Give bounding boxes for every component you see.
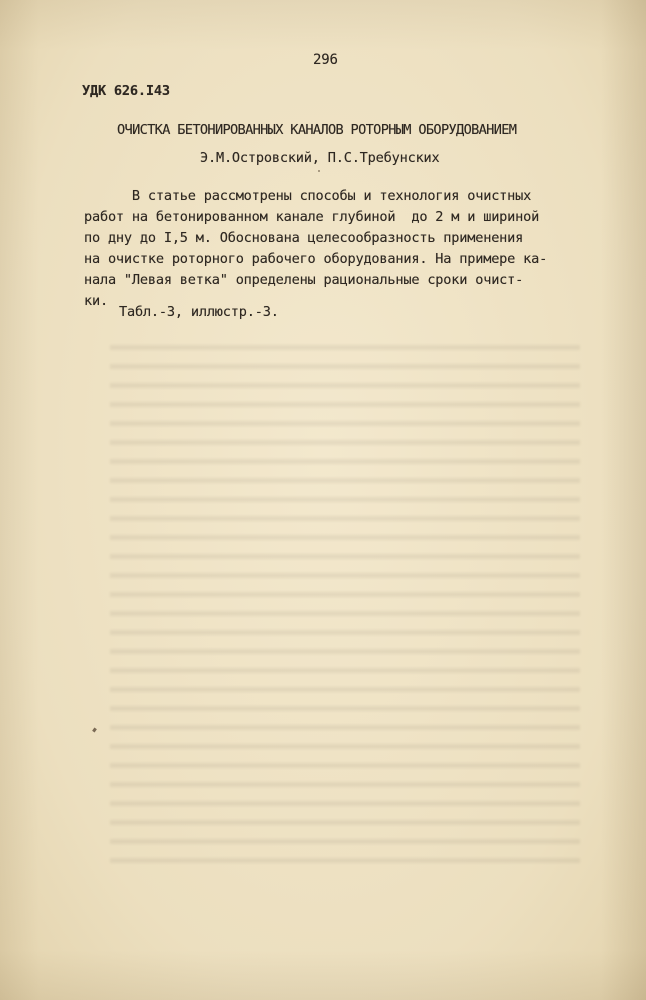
udk-code: УДК 626.I43	[82, 83, 170, 99]
abstract-paragraph	[84, 186, 547, 312]
abstract-line: по дну до I,5 м. Обоснована целесообразность применения	[84, 230, 524, 246]
tables-illustrations-note: Табл.-3, иллюстр.-3.	[119, 304, 279, 320]
abstract-line: ки.	[84, 293, 108, 309]
paper-speck	[318, 170, 320, 172]
abstract-line: работ на бетонированном канале глубиной до 2 м и шириной	[84, 209, 540, 225]
article-title: ОЧИСТКА БЕТОНИРОВАННЫХ КАНАЛОВ РОТОРНЫМ ОБОРУДОВАНИЕМ	[117, 122, 517, 138]
abstract-line: на очистке роторного рабочего оборудования. На примере ка-	[84, 251, 548, 267]
abstract-line: нала "Левая ветка" определены рациональные сроки очист-	[84, 272, 524, 288]
article-authors: Э.М.Островский, П.С.Требунских	[200, 150, 440, 166]
paper-speck	[92, 728, 97, 733]
abstract-line: В статье рассмотрены способы и технология очистных	[84, 188, 532, 204]
bleed-through-text	[110, 345, 580, 865]
page-number: 296	[313, 52, 338, 68]
